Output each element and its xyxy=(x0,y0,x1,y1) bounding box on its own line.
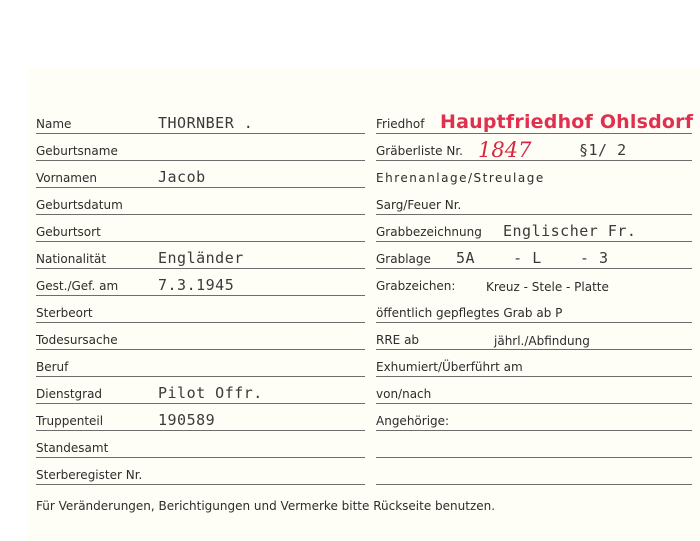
angehoerige-line-3 xyxy=(376,464,692,485)
footer-note: Für Veränderungen, Berichtigungen und Vermerke bitte Rückseite benutzen. xyxy=(36,499,496,513)
dienstgrad-value: Pilot Offr. xyxy=(158,384,263,402)
grablage-row xyxy=(376,248,692,269)
gepflegt-row xyxy=(376,302,692,323)
grabbezeichnung-row xyxy=(376,221,692,242)
rre-row xyxy=(376,329,692,350)
todesursache-label: Todesursache xyxy=(36,333,118,347)
standesamt-label: Standesamt xyxy=(36,441,109,455)
name-value: THORNBER . xyxy=(158,114,254,132)
geburtsname-row xyxy=(36,140,365,161)
ehrenanlage-row xyxy=(376,167,692,187)
sterbeort-row xyxy=(36,302,365,323)
grablage-value: 5A - L - 3 xyxy=(456,249,609,267)
sterberegister-row xyxy=(36,464,365,485)
grabzeichen-options: Kreuz - Stele - Platte xyxy=(486,280,609,294)
nationalitaet-value: Engländer xyxy=(158,249,244,267)
sterberegister-label: Sterberegister Nr. xyxy=(36,468,143,482)
nationalitaet-label: Nationalität xyxy=(36,252,107,266)
truppenteil-row xyxy=(36,410,365,431)
todesursache-row xyxy=(36,329,365,350)
angehoerige-label: Angehörige: xyxy=(376,414,450,428)
graeberliste-number: 1847 xyxy=(478,138,532,162)
gepflegt-label: öffentlich gepflegtes Grab ab P xyxy=(376,306,563,320)
vornamen-value: Jacob xyxy=(158,168,206,186)
friedhof-stamp: Hauptfriedhof Ohlsdorf xyxy=(440,111,694,133)
truppenteil-value: 190589 xyxy=(158,411,216,429)
angehoerige-row xyxy=(376,410,692,431)
dienstgrad-row xyxy=(36,383,365,404)
grabzeichen-label: Grabzeichen: xyxy=(376,279,456,293)
vornamen-row xyxy=(36,167,365,188)
gestorben-row xyxy=(36,275,365,296)
gestorben-label: Gest./Gef. am xyxy=(36,279,119,293)
standesamt-row xyxy=(36,437,365,458)
vornamen-label: Vornamen xyxy=(36,171,97,185)
dienstgrad-label: Dienstgrad xyxy=(36,387,103,401)
geburtsname-label: Geburtsname xyxy=(36,144,118,158)
name-row xyxy=(36,113,365,134)
exhumiert-label: Exhumiert/Überführt am xyxy=(376,360,523,374)
geburtsdatum-label: Geburtsdatum xyxy=(36,198,123,212)
friedhof-label: Friedhof xyxy=(376,117,425,131)
grabbezeichnung-value: Englischer Fr. xyxy=(503,222,637,240)
graeberliste-paragraph: §1/ 2 xyxy=(579,141,627,159)
geburtsort-row xyxy=(36,221,365,242)
ehrenanlage-label: Ehrenanlage/Streulage xyxy=(376,171,545,185)
truppenteil-label: Truppenteil xyxy=(36,414,104,428)
exhumiert-row xyxy=(376,356,692,377)
angehoerige-line-2 xyxy=(376,437,692,458)
graeberliste-row xyxy=(376,140,692,161)
grablage-label: Grablage xyxy=(376,252,431,266)
vonnach-row xyxy=(376,383,692,404)
grabbezeichnung-label: Grabbezeichnung xyxy=(376,225,482,239)
sterbeort-label: Sterbeort xyxy=(36,306,93,320)
vonnach-label: von/nach xyxy=(376,387,432,401)
beruf-row xyxy=(36,356,365,377)
geburtsort-label: Geburtsort xyxy=(36,225,101,239)
name-label: Name xyxy=(36,117,72,131)
nationalitaet-row xyxy=(36,248,365,269)
gestorben-value: 7.3.1945 xyxy=(158,276,235,294)
graeberliste-label: Gräberliste Nr. xyxy=(376,144,463,158)
rre-value: jährl./Abfindung xyxy=(494,334,590,348)
sarg-row xyxy=(376,194,692,215)
rre-label: RRE ab xyxy=(376,333,420,347)
grabzeichen-row xyxy=(376,275,692,295)
friedhof-row xyxy=(376,113,692,134)
geburtsdatum-row xyxy=(36,194,365,215)
sarg-label: Sarg/Feuer Nr. xyxy=(376,198,462,212)
beruf-label: Beruf xyxy=(36,360,69,374)
